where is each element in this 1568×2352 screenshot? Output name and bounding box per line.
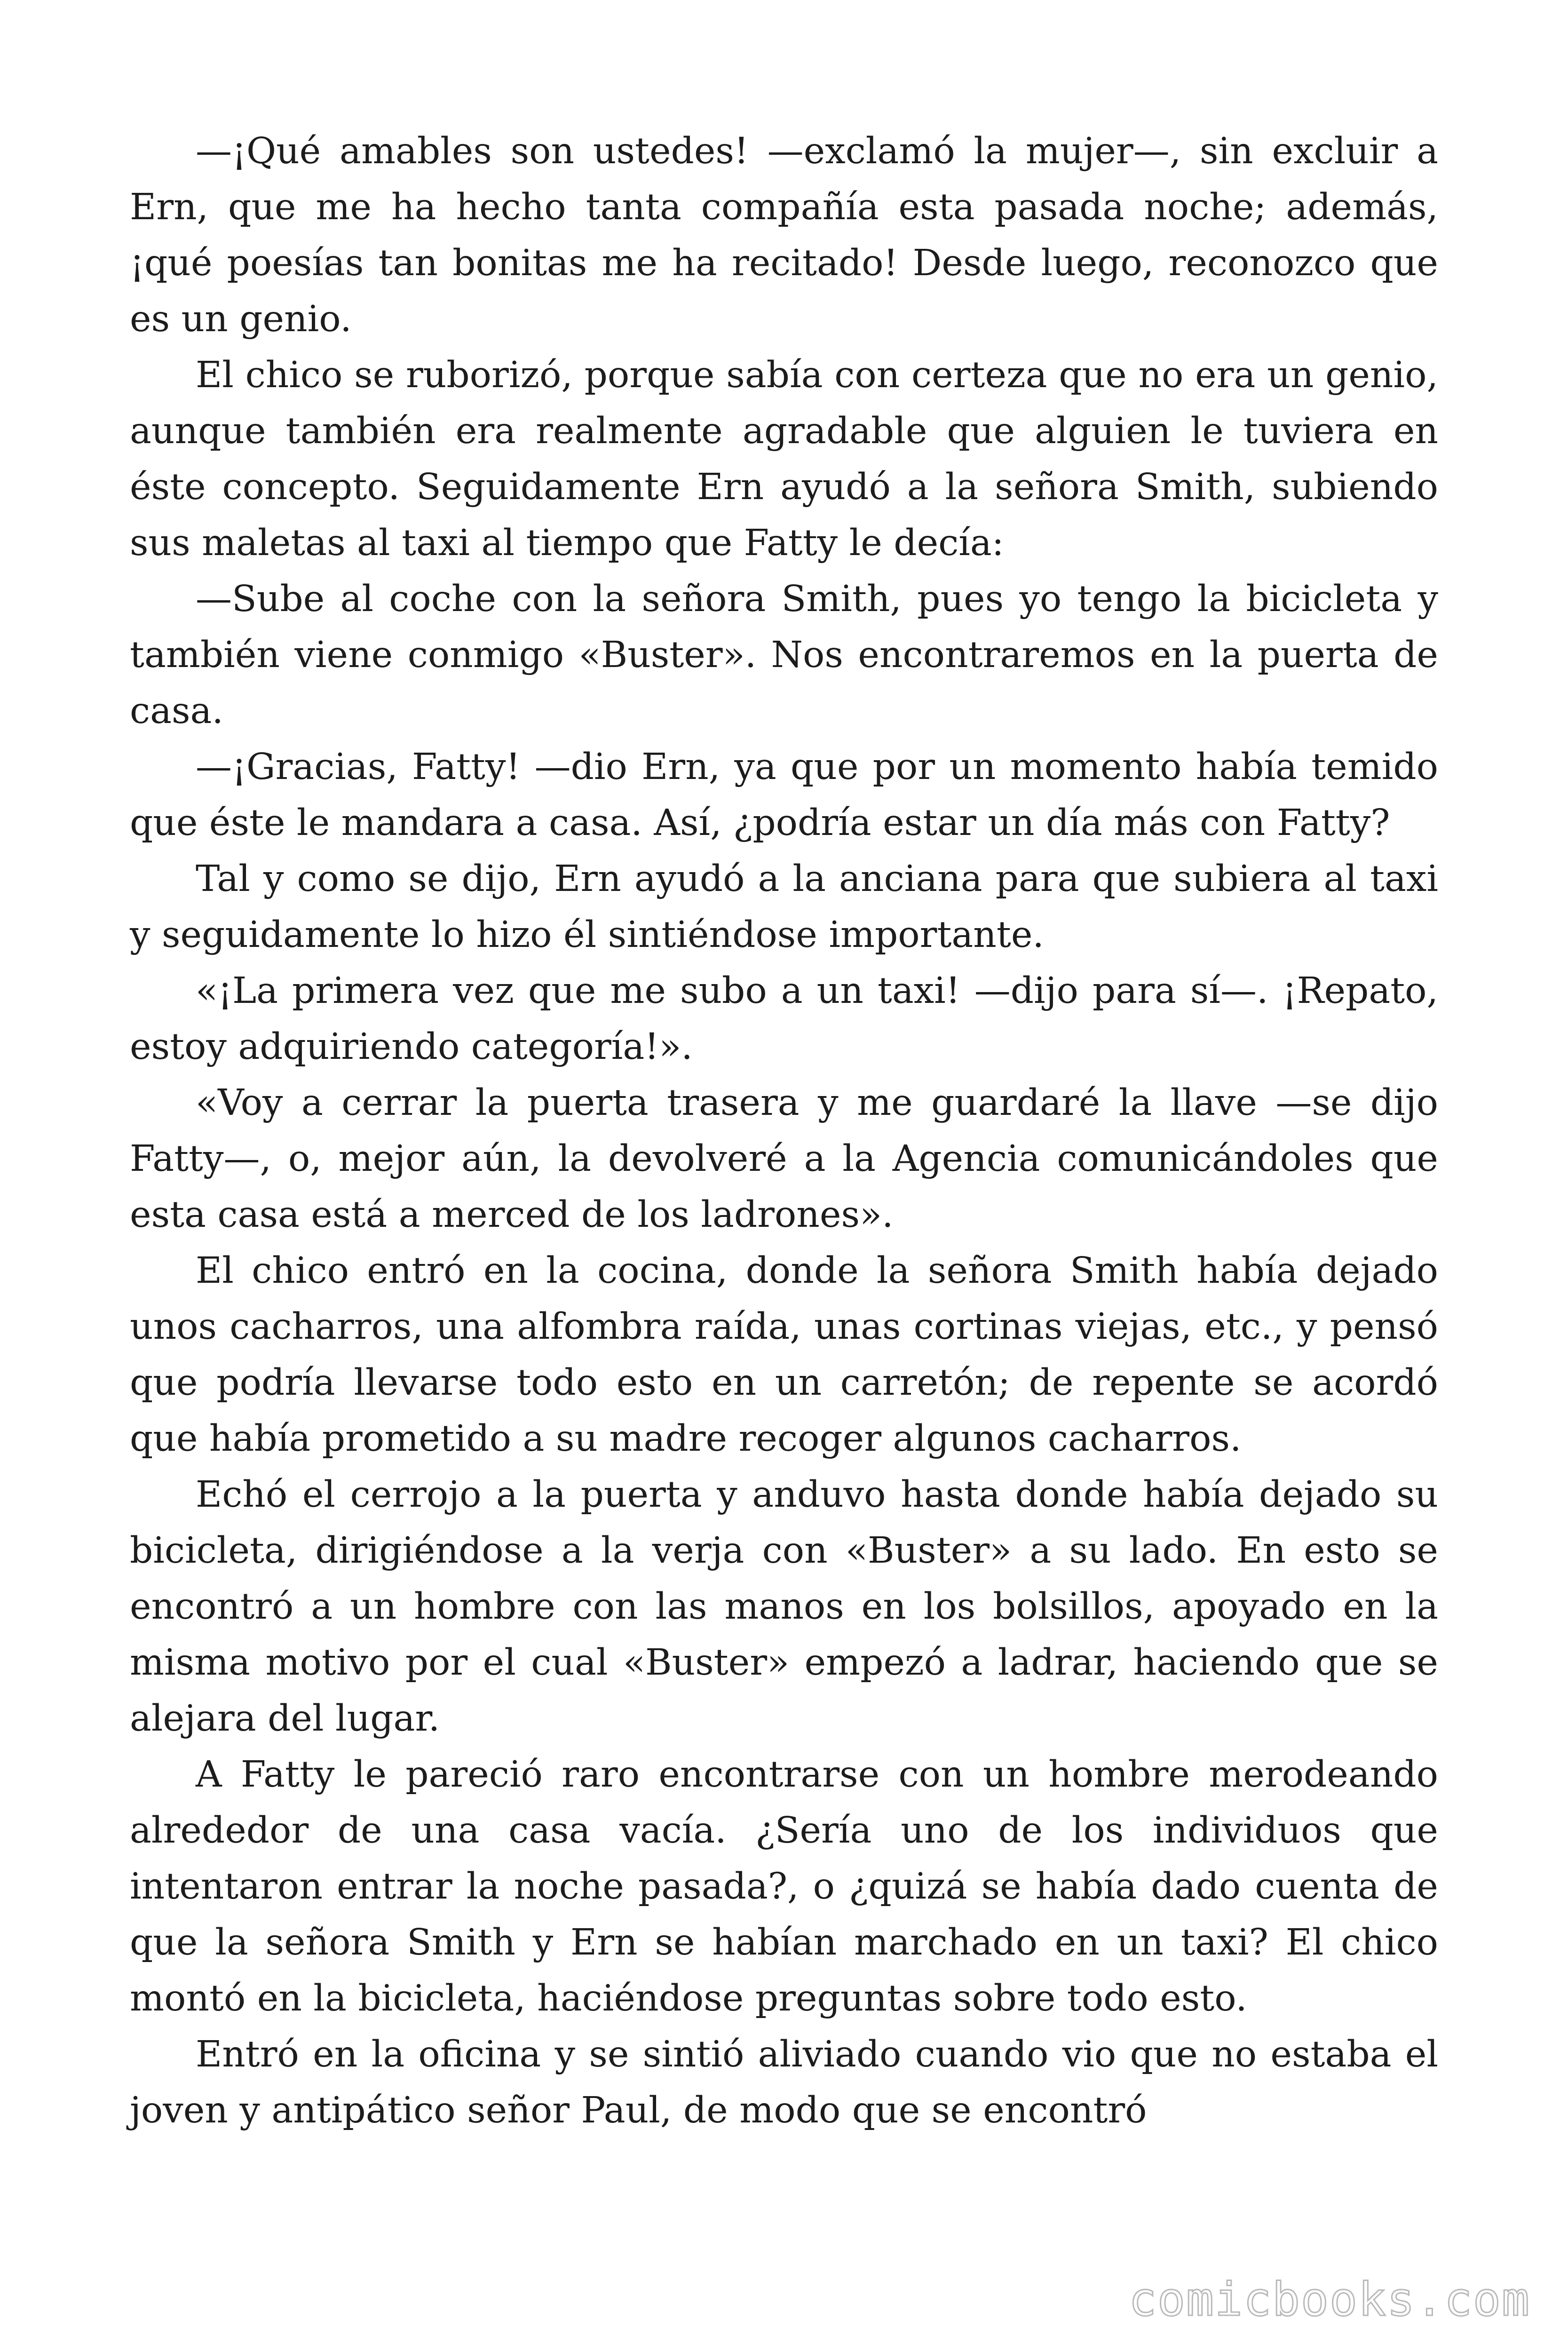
paragraph-3: —Sube al coche con la señora Smith, pues yo tengo la bicicleta y también viene conmigo «Buster». Nos encontraremos en la puerta de casa. xyxy=(130,578,1438,732)
paragraph-2: El chico se ruborizó, porque sabía con certeza que no era un genio, aunque también era realmente agradable que alguien le tuviera en éste concepto. Seguidamente Ern ayudó a la señora Smith, subiendo sus maletas al taxi al tiempo que Fatty le decía: xyxy=(130,354,1438,564)
watermark: comicbooks.com xyxy=(1128,2273,1530,2327)
paragraph-4: —¡Gracias, Fatty! —dio Ern, ya que por un momento había temido que éste le mandara a casa. Así, ¿podría estar un día más con Fatty? xyxy=(130,746,1438,844)
paragraph-7: «Voy a cerrar la puerta trasera y me guardaré la llave —se dijo Fatty—, o, mejor aún, la devolveré a la Agencia comunicándoles que esta casa está a merced de los ladrones». xyxy=(130,1082,1438,1236)
paragraph-8: El chico entró en la cocina, donde la señora Smith había dejado unos cacharros, una alfombra raída, unas cortinas viejas, etc., y pensó que podría llevarse todo esto en un carretón; de repente se acordó que había prometido a su madre recoger algunos cacharros. xyxy=(130,1250,1438,1460)
paragraph-10: A Fatty le pareció raro encontrarse con un hombre merodeando alrededor de una casa vacía. ¿Sería uno de los individuos que intentaron entrar la noche pasada?, o ¿quizá se había dado cuenta de que la señora Smith y Ern se habían marchado en un taxi? El chico montó en la bicicleta, haciéndose preguntas sobre todo esto. xyxy=(130,1754,1438,2019)
paragraph-6: «¡La primera vez que me subo a un taxi! —dijo para sí—. ¡Repato, estoy adquiriendo categoría!». xyxy=(130,970,1438,1068)
paragraph-11: Entró en la oficina y se sintió aliviado cuando vio que no estaba el joven y antipático señor Paul, de modo que se encontró xyxy=(130,2034,1438,2131)
paragraph-5: Tal y como se dijo, Ern ayudó a la anciana para que subiera al taxi y seguidamente lo hizo él sintiéndose importante. xyxy=(130,858,1438,956)
book-page-text xyxy=(130,123,1438,2138)
paragraph-1: —¡Qué amables son ustedes! —exclamó la mujer—, sin excluir a Ern, que me ha hecho tanta compañía esta pasada noche; además, ¡qué poesías tan bonitas me ha recitado! Desde luego, reconozco que es un genio. xyxy=(130,130,1438,340)
paragraph-9: Echó el cerrojo a la puerta y anduvo hasta donde había dejado su bicicleta, dirigiéndose a la verja con «Buster» a su lado. En esto se encontró a un hombre con las manos en los bolsillos, apoyado en la misma motivo por el cual «Buster» empezó a ladrar, haciendo que se alejara del lugar. xyxy=(130,1474,1438,1740)
